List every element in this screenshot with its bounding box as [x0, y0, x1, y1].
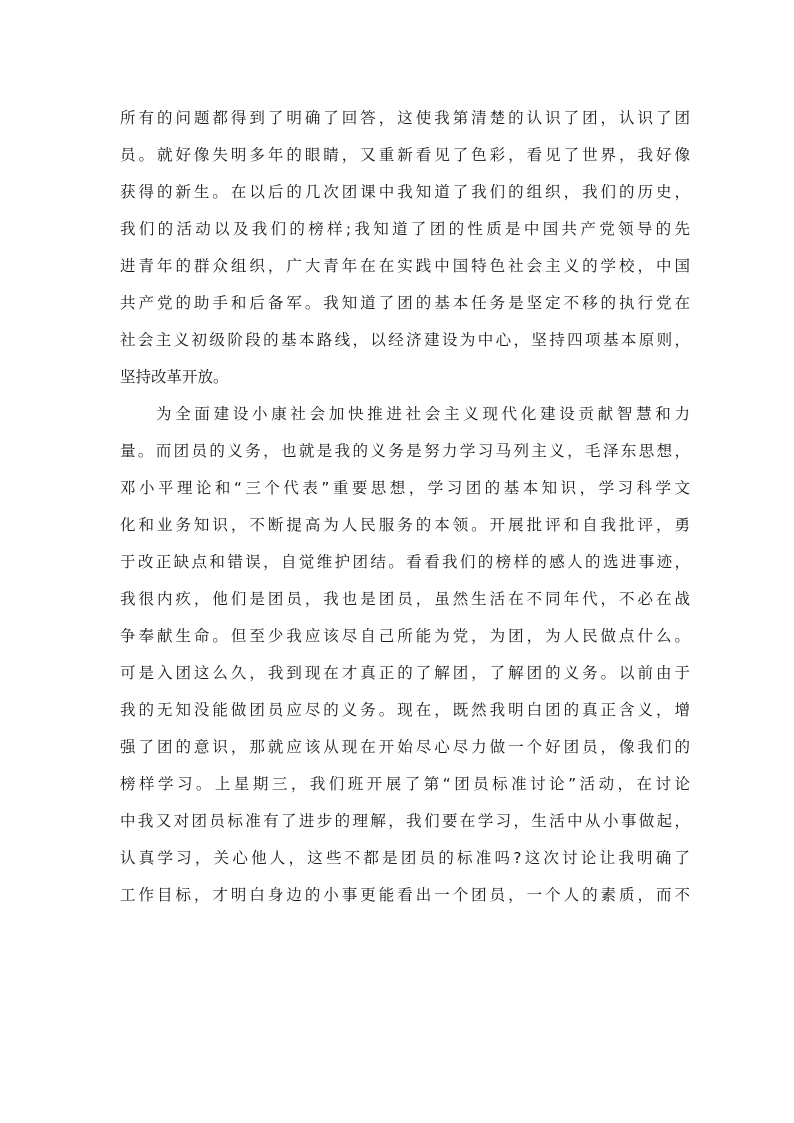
- text-line-3: 获得的新生。在以后的几次团课中我知道了我们的组织，我们的历史，: [120, 183, 690, 201]
- text-line-10: 量。而团员的义务，也就是我的义务是努力学习马列主义，毛泽东思想，: [120, 442, 690, 460]
- text-line-20: 中我又对团员标准有了进步的理解，我们要在学习，生活中从小事做起，: [120, 812, 690, 830]
- text-line-21: 认真学习，关心他人，这些不都是团员的标准吗?这次讨论让我明确了: [120, 849, 690, 867]
- text-line-12: 化和业务知识，不断提高为人民服务的本领。开展批评和自我批评，勇: [120, 516, 690, 534]
- text-line-5: 进青年的群众组织，广大青年在在实践中国特色社会主义的学校，中国: [120, 257, 690, 275]
- text-line-13: 于改正缺点和错误，自觉维护团结。看看我们的榜样的感人的选进事迹，: [120, 553, 690, 571]
- text-line-17: 我的无知没能做团员应尽的义务。现在，既然我明白团的真正含义，增: [120, 701, 690, 719]
- text-line-4: 我们的活动以及我们的榜样;我知道了团的性质是中国共产党领导的先: [120, 220, 690, 238]
- text-line-16: 可是入团这么久，我到现在才真正的了解团，了解团的义务。以前由于: [120, 664, 690, 682]
- text-line-8: 坚持改革开放。: [120, 368, 229, 386]
- text-line-15: 争奉献生命。但至少我应该尽自己所能为党，为团，为人民做点什么。: [120, 627, 690, 645]
- text-line-22: 工作目标，才明白身边的小事更能看出一个团员，一个人的素质，而不: [120, 886, 690, 904]
- text-line-2: 员。就好像失明多年的眼睛，又重新看见了色彩，看见了世界，我好像: [120, 146, 690, 164]
- text-line-7: 社会主义初级阶段的基本路线，以经济建设为中心，坚持四项基本原则，: [120, 331, 690, 349]
- text-line-11: 邓小平理论和“三个代表”重要思想，学习团的基本知识，学习科学文: [120, 479, 690, 497]
- text-line-18: 强了团的意识，那就应该从现在开始尽心尽力做一个好团员，像我们的: [120, 738, 690, 756]
- text-line-19: 榜样学习。上星期三，我们班开展了第“团员标准讨论”活动，在讨论: [120, 775, 690, 793]
- text-line-6: 共产党的助手和后备军。我知道了团的基本任务是坚定不移的执行党在: [120, 294, 690, 312]
- body-text: [120, 100, 690, 914]
- text-line-1: 所有的问题都得到了明确了回答，这使我第清楚的认识了团，认识了团: [120, 109, 690, 127]
- text-line-14: 我很内疚，他们是团员，我也是团员，虽然生活在不同年代，不必在战: [120, 590, 690, 608]
- text-line-9: 为全面建设小康社会加快推进社会主义现代化建设贡献智慧和力: [156, 405, 690, 423]
